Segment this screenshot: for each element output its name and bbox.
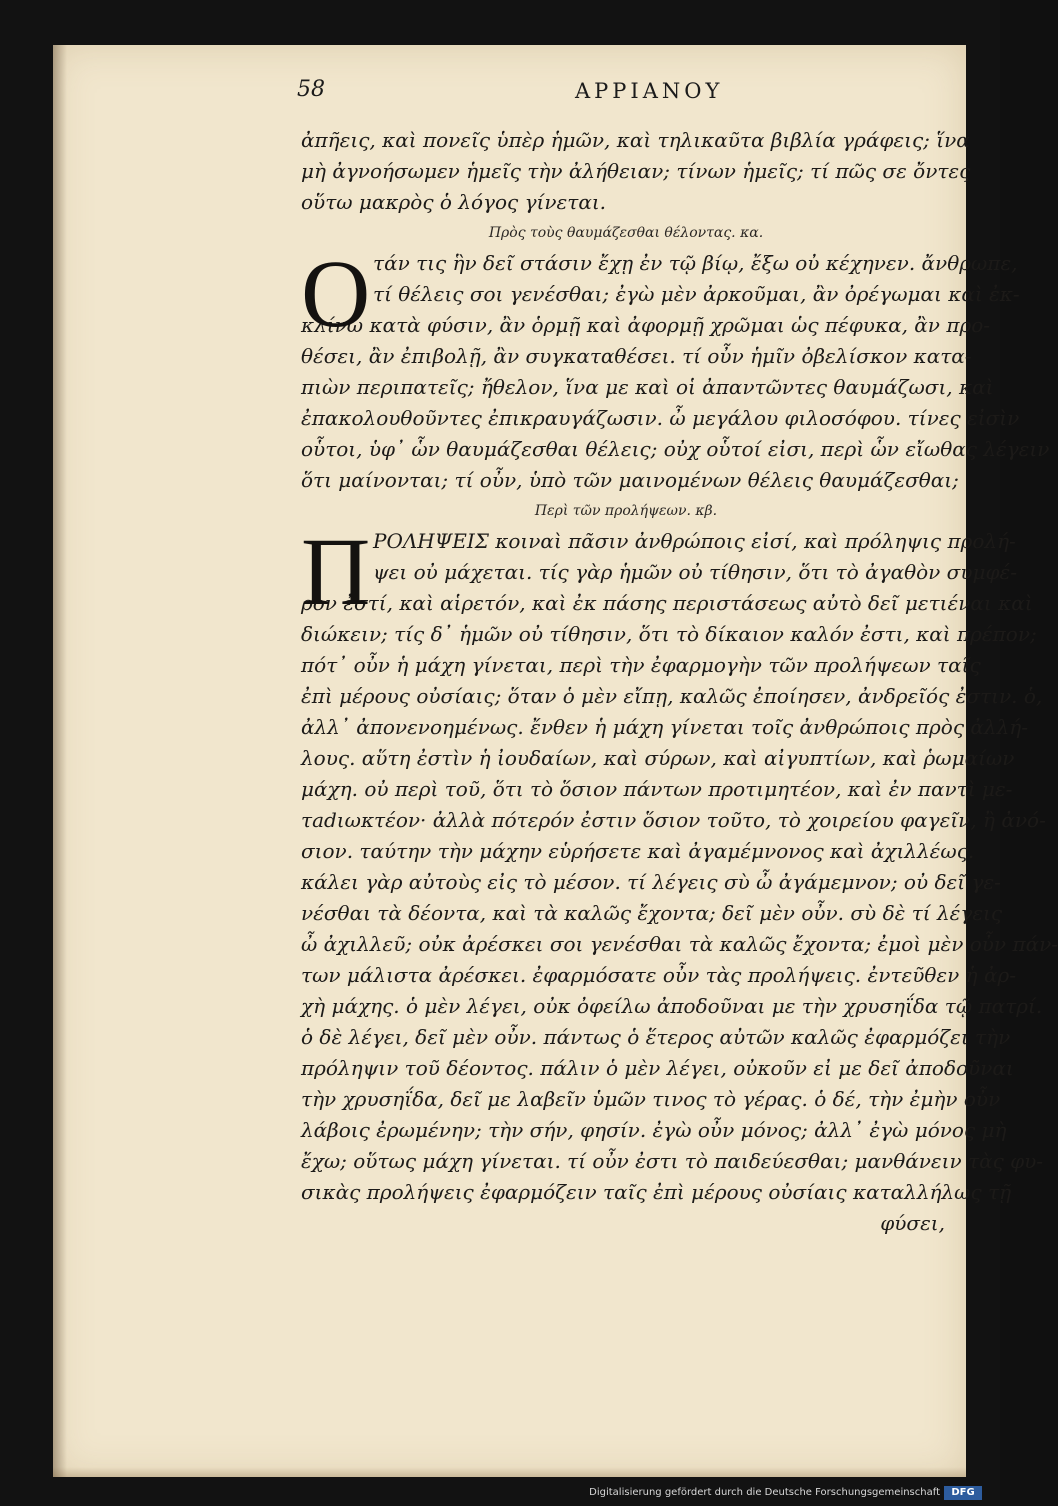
text-line: μὴ ἀγνοήσωμεν ἡμεῖς τὴν ἀλήθειαν; τίνων ἡμεῖς; τί πῶς σε ὄντες — [301, 159, 971, 183]
text-line: ἐπὶ μέρους οὐσίαις; ὅταν ὁ μὲν εἴπῃ, καλῶς ἐποίησεν, ἀνδρεῖός ἐστιν. ὁ, — [301, 684, 1043, 708]
text-line: τadιωκτέον· ἀλλὰ πότερόν ἐστιν ὅσιον τοῦτο, τὸ χοιρείου φαγεῖν, ἢ ἀνό- — [301, 808, 1046, 832]
dfg-logo: DFG — [944, 1486, 982, 1500]
text-block — [301, 125, 1058, 1239]
drop-cap: Π — [301, 518, 371, 625]
text-line: πότ᾽ οὖν ἡ μάχη γίνεται, περὶ τὴν ἐφαρμογὴν τῶν προλήψεων ταῖς — [301, 653, 981, 677]
text-line: πιὼν περιπατεῖς; ἤθελον, ἵνα με καὶ οἱ ἀπαντῶντες θαυμάζωσι, καὶ — [301, 375, 994, 399]
text-line: ἐπακολουθοῦντες ἐπικραυγάζωσιν. ὦ μεγάλου φιλοσόφου. τίνες εἰσὶν — [301, 406, 1020, 430]
paragraph — [301, 518, 1058, 1208]
text-line: ὦ ἀχιλλεῦ; οὐκ ἀρέσκει σοι γενέσθαι τὰ καλῶς ἔχοντα; ἐμοὶ μὲν οὖν πάν- — [301, 932, 1058, 956]
text-line: ὅτι μαίνονται; τί οὖν, ὑπὸ τῶν μαινομένων θέλεις θαυμάζεσθαι; — [301, 468, 959, 492]
text-line: τὴν χρυσηΐδα, δεῖ με λαβεῖν ὑμῶν τινος τὸ γέρας. ὁ δέ, τὴν ἐμὴν οὖν — [301, 1087, 1001, 1111]
text-line: κλίνω κατὰ φύσιν, ἂν ὁρμῇ καὶ ἀφορμῇ χρῶμαι ὡς πέφυκα, ἂν προ- — [301, 313, 991, 337]
page-edge-shadow — [53, 45, 67, 1477]
page-number: 58 — [297, 77, 325, 102]
text-line: τί θέλεις σοι γενέσθαι; ἐγὼ μὲν ἀρκοῦμαι, ἂν ὀρέγωμαι καὶ ἐκ- — [373, 282, 1020, 306]
text-line: ἀπῆεις, καὶ πονεῖς ὑπὲρ ἡμῶν, καὶ τηλικαῦτα βιβλία γράφεις; ἵνα — [301, 128, 970, 152]
text-line: λους. αὕτη ἐστὶν ἡ ἰουδαίων, καὶ σύρων, καὶ αἰγυπτίων, καὶ ῥωμαίων — [301, 746, 1015, 770]
chapter-heading: Περὶ τῶν προλήψεων. κβ. — [534, 503, 718, 519]
text-line: νέσθαι τὰ δέοντα, καὶ τὰ καλῶς ἔχοντα; δεῖ μὲν οὖν. σὺ δὲ τί λέγεις — [301, 901, 1003, 925]
text-line: χὴ μάχης. ὁ μὲν λέγει, οὐκ ὀφείλω ἀποδοῦναι με τὴν χρυσηΐδα τῷ πατρί. — [301, 994, 1043, 1018]
text-line: θέσει, ἂν ἐπιβολῇ, ἂν συγκαταθέσει. τί οὖν ἡμῖν ὀβελίσκον κατα- — [301, 344, 972, 368]
text-line: ὁ δὲ λέγει, δεῖ μὲν οὖν. πάντως ὁ ἕτερος αὐτῶν καλῶς ἐφαρμόζει τὴν — [301, 1025, 1011, 1049]
text-line: λάβοις ἐρωμένην; τὴν σήν, φησίν. ἐγὼ οὖν μόνος; ἀλλ᾽ ἐγὼ μόνος μὴ — [301, 1118, 1007, 1142]
text-line: ψει οὐ μάχεται. τίς γὰρ ἡμῶν οὐ τίθησιν, ὅτι τὸ ἀγαθὸν συμφέ- — [373, 560, 1017, 584]
text-line: διώκειν; τίς δ᾽ ἡμῶν οὐ τίθησιν, ὅτι τὸ δίκαιον καλόν ἐστι, καὶ πρέπον; — [301, 622, 1037, 646]
text-line: σιον. ταύτην τὴν μάχην εὑρήσετε καὶ ἀγαμέμνονος καὶ ἀχιλλέως. — [301, 839, 975, 863]
running-head: ΑΡΡΙΑΝΟΥ — [575, 79, 724, 103]
text-line: μάχη. οὐ περὶ τοῦ, ὅτι τὸ ὅσιον πάντων προτιμητέον, καὶ ἐν παντὶ με- — [301, 777, 1013, 801]
text-line: ρον ἐστί, καὶ αἱρετόν, καὶ ἐκ πάσης περιστάσεως αὐτὸ δεῖ μετιέναι καὶ — [301, 591, 1033, 615]
text-line: τάν τις ἣν δεῖ στάσιν ἔχῃ ἐν τῷ βίῳ, ἔξω οὐ κέχηνεν. ἄνθρωπε, — [373, 251, 1018, 275]
text-line: ἀλλ᾽ ἀπονενοημένως. ἔνθεν ἡ μάχη γίνεται τοῖς ἀνθρώποις πρὸς ἀλλή- — [301, 715, 1028, 739]
digitization-credit: Digitalisierung gefördert durch die Deutsche Forschungsgemeinschaft — [589, 1487, 940, 1498]
chapter-heading: Πρὸς τοὺς θαυμάζεσθαι θέλοντας. κα. — [488, 225, 764, 241]
drop-cap: Ο — [301, 240, 371, 347]
text-line: ἔχω; οὕτως μάχη γίνεται. τί οὖν ἐστι τὸ παιδεύεσθαι; μανθάνειν τὰς φυ- — [301, 1149, 1044, 1173]
text-line: οὕτω μακρὸς ὁ λόγος γίνεται. — [301, 190, 607, 214]
book-page — [53, 45, 1058, 1477]
text-line: σικὰς προλήψεις ἐφαρμόζειν ταῖς ἐπὶ μέρους οὐσίαις καταλλήλως τῇ — [301, 1180, 1012, 1204]
page-header — [297, 77, 767, 113]
catchword: φύσει, — [880, 1211, 945, 1235]
page-bottom-shadow — [53, 1467, 966, 1477]
text-line: ΡΟΛΗΨΕΙΣ κοιναὶ πᾶσιν ἀνθρώποις εἰσί, καὶ πρόληψις προλή- — [373, 529, 1016, 553]
paragraph — [301, 240, 1050, 496]
text-line: πρόληψιν τοῦ δέοντος. πάλιν ὁ μὲν λέγει, οὐκοῦν εἰ με δεῖ ἀποδοῦναι — [301, 1056, 1014, 1080]
text-line: κάλει γὰρ αὐτοὺς εἰς τὸ μέσον. τί λέγεις σὺ ὦ ἀγάμεμνον; οὐ δεῖ γε- — [301, 870, 1001, 894]
text-line: των μάλιστα ἀρέσκει. ἐφαρμόσατε οὖν τὰς προλήψεις. ἐντεῦθεν ἡ ἀρ- — [301, 963, 1017, 987]
text-line: οὗτοι, ὑφ᾽ ὧν θαυμάζεσθαι θέλεις; οὐχ οὗτοί εἰσι, περὶ ὧν εἴωθας λέγειν — [301, 437, 1050, 461]
